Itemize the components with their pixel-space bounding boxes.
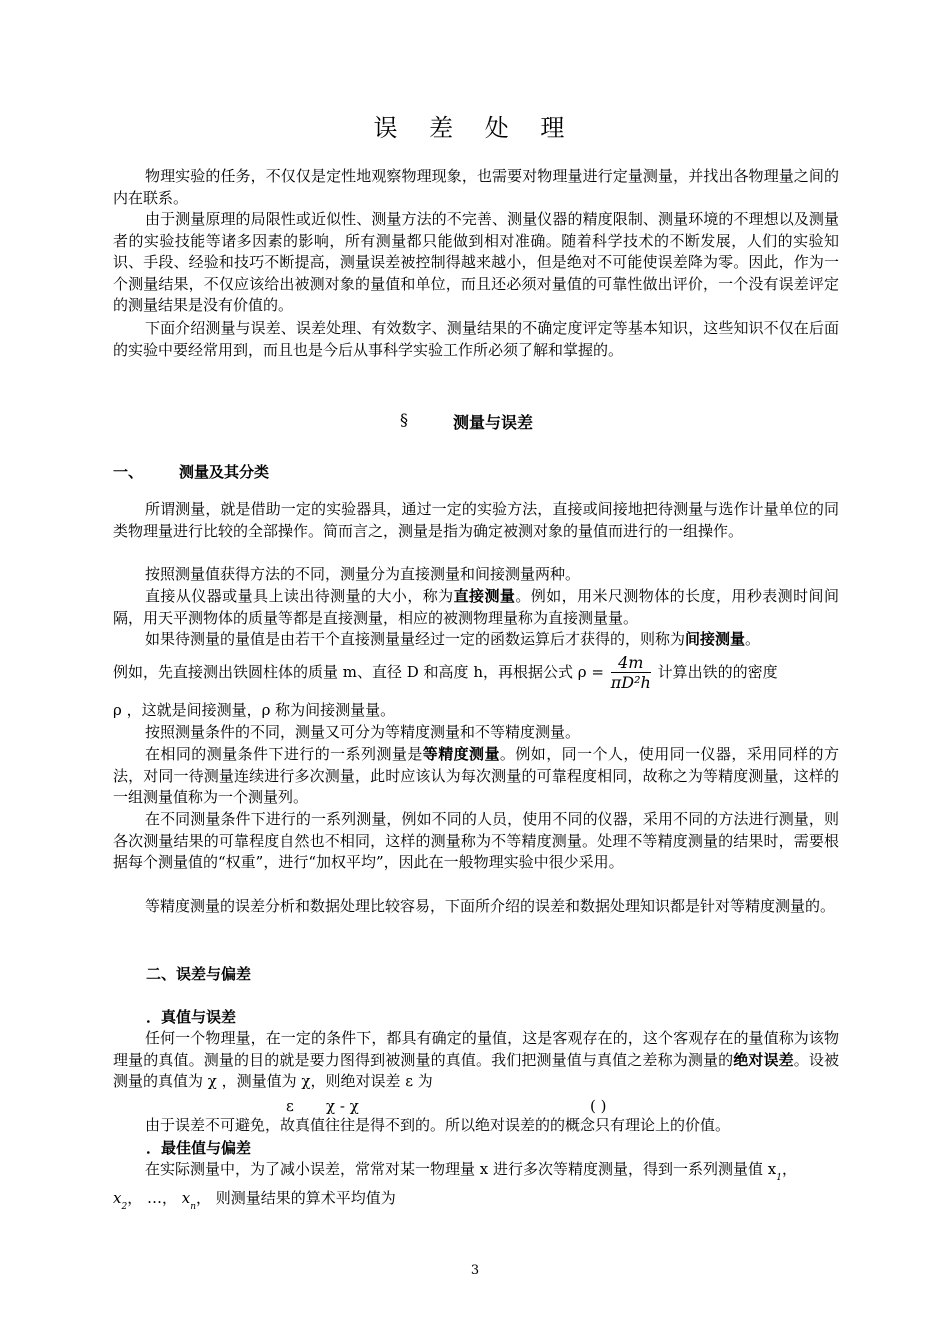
indirect-measurement-paragraph: 如果待测量的量值是由若干个直接测量量经过一定的函数运算后才获得的，则称为间接测量。: [145, 630, 761, 648]
page-number: 3: [470, 1263, 480, 1278]
section-symbol: §: [400, 410, 408, 429]
error-formula-lhs: ε: [286, 1097, 294, 1115]
subsection-heading-2: 二、误差与偏差: [146, 965, 252, 983]
subsection-number: 一、: [113, 463, 144, 481]
rho-equals: ρ =: [577, 663, 604, 681]
error-formula-rhs: χ - χ: [326, 1097, 359, 1115]
equation-number: ( ): [590, 1097, 607, 1115]
density-fraction: [611, 654, 651, 693]
density-formula-line: 例如，先直接测出铁圆柱体的质量 m、直径 D 和高度 h，再根据公式 ρ = $\frac{4m}{\text{πD²h}}$ 计算出铁的的密度: [113, 652, 778, 692]
measurement-series-line: $x_2$， …， $x_n$， 则测量结果的算术平均值为: [113, 1189, 396, 1212]
best-value-heading: ．最佳值与偏差: [146, 1139, 252, 1157]
measurement-paragraph-1: 所谓测量，就是借助一定的实验器具，通过一定的实验方法，直接或间接地把待测量与选作计量单位的同类物理量进行比较的全部操作。简而言之，测量是指为确定被测对象的量值而进行的一组操作。: [113, 500, 839, 540]
equal-precision-paragraph: 在相同的测量条件下进行的一系列测量是等精度测量。例如，同一个人，使用同一仪器，采用同样的方法，对同一待测量连续进行多次测量，此时应该认为每次测量的可靠程度相同，故称之为等精度测量，这样的一组测量值称为一个测量列。: [113, 745, 839, 806]
page-title: 误 差 处 理: [373, 114, 577, 142]
equal-precision-note: 等精度测量的误差分析和数据处理比较容易，下面所介绍的误差和数据处理知识都是针对等精度测量的。: [145, 897, 836, 915]
term-absolute-error: 绝对误差: [733, 1050, 794, 1069]
subsection-heading-1: [113, 461, 270, 482]
measurement-paragraph-2: 按照测量值获得方法的不同，测量分为直接测量和间接测量两种。: [145, 565, 581, 583]
error-note-paragraph: 由于误差不可避免，故真值往往是得不到的。所以绝对误差的的概念只有理论上的价值。: [145, 1116, 731, 1134]
fraction-denominator: πD²h: [610, 672, 651, 692]
best-value-paragraph: 在实际测量中，为了减小误差，常常对某一物理量 x 进行多次等精度测量，得到一系列测量值 $x_1$，: [145, 1160, 797, 1183]
direct-measurement-paragraph: 直接从仪器或量具上读出待测量的大小，称为直接测量。例如，用米尺测物体的长度，用秒表测时间间隔，用天平测物体的质量等都是直接测量，相应的被测物理量称为直接测量量。: [113, 587, 839, 627]
section-title: 测量与误差: [453, 413, 534, 432]
intro-paragraph-2: 由于测量原理的局限性或近似性、测量方法的不完善、测量仪器的精度限制、测量环境的不理想以及测量者的实验技能等诸多因素的影响，所有测量都只能做到相对准确。随着科学技术的不断发展，人们的实验知识、手段、经验和技巧不断提高，测量误差被控制得越来越小，但是绝对不可能使误差降为零。因此，作为一个测量结果，不仅应该给出被测对象的量值和单位，而且还必须对量值的可靠性做出评价，一个没有误差评定的测量结果是没有价值的。: [113, 210, 839, 314]
term-equal-precision: 等精度测量: [422, 745, 500, 763]
term-direct-measurement: 直接测量: [453, 587, 516, 605]
true-value-heading: ．真值与误差: [146, 1008, 237, 1026]
intro-paragraph-3: 下面介绍测量与误差、误差处理、有效数字、测量结果的不确定度评定等基本知识，这些知识不仅在后面的实验中要经常用到，而且也是今后从事科学实验工作所必须了解和掌握的。: [113, 319, 839, 359]
subsection-title: 测量及其分类: [179, 463, 270, 481]
precision-types-paragraph: 按照测量条件的不同，测量又可分为等精度测量和不等精度测量。: [145, 723, 581, 741]
fraction-numerator: 4m: [611, 654, 651, 673]
term-indirect-measurement: 间接测量: [685, 630, 746, 648]
indirect-quantity-line: ρ ，这就是间接测量，ρ 称为间接测量量。: [113, 701, 396, 719]
unequal-precision-paragraph: 在不同测量条件下进行的一系列测量，例如不同的人员，使用不同的仪器，采用不同的方法进行测量，则各次测量结果的可靠程度自然也不相同，这样的测量称为不等精度测量。处理不等精度测量的结果时，需要根据每个测量值的“权重”，进行“加权平均”，因此在一般物理实验中很少采用。: [113, 810, 839, 871]
intro-paragraph-1: 物理实验的任务，不仅仅是定性地观察物理现象，也需要对物理量进行定量测量，并找出各物理量之间的内在联系。: [113, 167, 839, 207]
true-value-paragraph: 任何一个物理量，在一定的条件下，都具有确定的量值，这是客观存在的，这个客观存在的量值称为该物理量的真值。测量的目的就是要力图得到被测量的真值。我们把测量值与真值之差称为测量的绝对误差。设被测量的真值为 χ ，测量值为 χ，则绝对误差 ε 为: [113, 1029, 839, 1090]
